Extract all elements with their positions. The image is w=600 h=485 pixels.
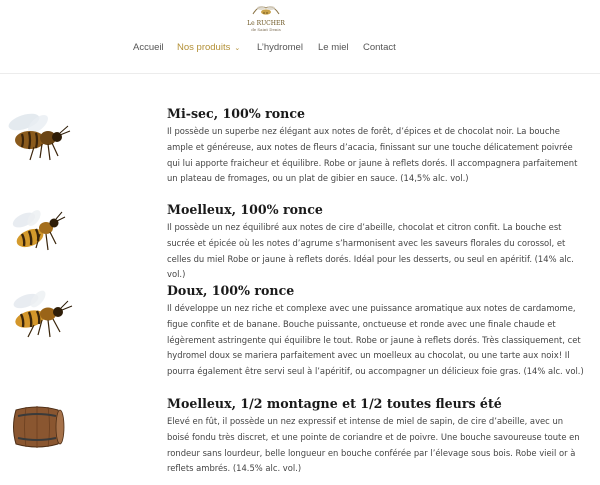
logo-name: Le RUCHER [247, 20, 285, 27]
chevron-down-icon: ⌄ [234, 45, 241, 52]
product-title: Moelleux, 100% ronce [167, 202, 323, 217]
nav-item-label: Nos produits [177, 42, 231, 53]
product-description: Il développe un nez riche et complexe avec une puissance aromatique aux notes de cardamome, figue confite et de banane. Bouche puissante, onctueuse et ronde avec une finale chaude et légèrement astringente qui équilibre le tout. Robe or jaune à reflets dorés. Très classiquement, cet hydromel doux se mariera parfaitement avec un moelleux au chocolat, ou une tarte aux noix! Il pourra également être servi seul à l’apéritif, ou accompagner un délicieux foie gras. (14% alc. vol.) [167, 303, 584, 377]
barrel-icon [8, 404, 66, 450]
nav-item-accueil[interactable]: Accueil [133, 42, 164, 53]
nav-item-le-miel[interactable]: Le miel [318, 42, 349, 53]
site-header [0, 0, 600, 74]
bee-icon [8, 289, 74, 345]
bee-logo-icon [249, 2, 283, 20]
product-title: Moelleux, 1/2 montagne et 1/2 toutes fleurs été [167, 396, 502, 411]
site-logo[interactable] [236, 2, 296, 38]
main-nav [0, 42, 600, 56]
logo-subtitle: de Saint Denis [251, 27, 281, 32]
product-description: Elevé en fût, il possède un nez expressif et intense de miel de sapin, de cire d’abeille, avec un boisé fondu très discret, et une pointe de coriandre et de poivre. Une bouche savoureuse toute en rondeur sans lourdeur, belle longueur en bouche conférée par l’élevage sous bois. Robe vieil or à reflets ambrés. (14.5% alc. vol.) [167, 416, 580, 474]
nav-item-contact[interactable]: Contact [363, 42, 396, 53]
nav-item-nos-produits[interactable] [177, 42, 240, 55]
nav-item-hydromel[interactable]: L’hydromel [257, 42, 303, 53]
product-description: Il possède un superbe nez élégant aux notes de forêt, d’épices et de chocolat noir. La bouche ample et généreuse, aux notes de fleurs d’acacia, finissant sur une touche délicatement poivrée qui lui apporte fraicheur et équilibre. Robe or jaune à reflets dorés. Il accompagnera parfaitement un plateau de fromages, ou un plat de gibier en sauce. (14,5% alc. vol.) [167, 126, 578, 184]
product-description: Il possède un nez équilibré aux notes de cire d’abeille, chocolat et citron confit. La bouche est sucrée et épicée où les notes d’agrume s’harmonisent avec les saveurs florales du corossol, et celles du miel Robe or jaune à reflets dorés. Idéal pour les desserts, ou seul en apéritif. (14% alc. vol.) [167, 222, 574, 280]
bee-icon [8, 208, 66, 258]
bee-icon [2, 110, 74, 166]
product-title: Mi-sec, 100% ronce [167, 106, 306, 121]
product-title: Doux, 100% ronce [167, 283, 295, 298]
